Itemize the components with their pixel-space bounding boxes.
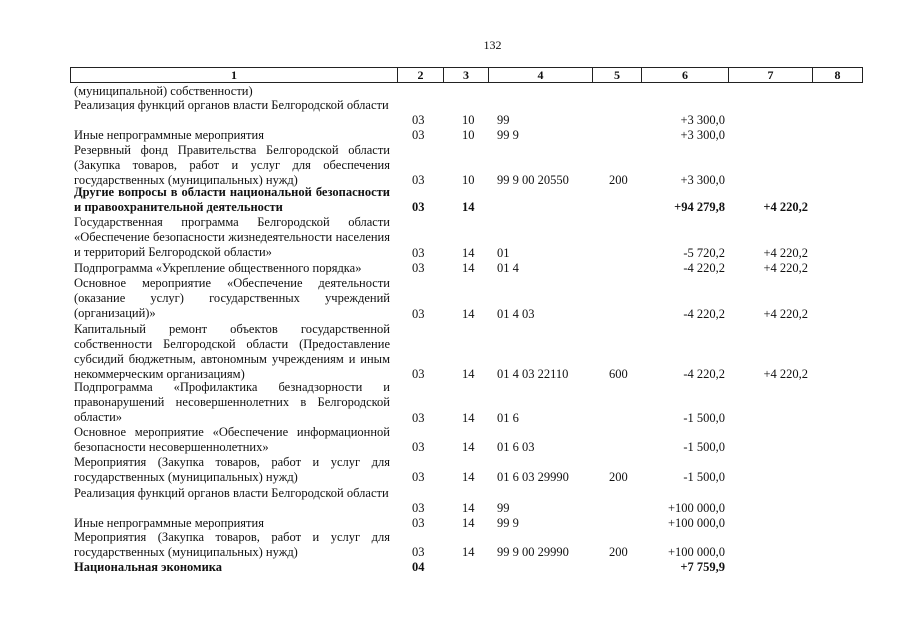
header-col-7: 7: [729, 68, 813, 82]
row-pr: 14: [462, 545, 475, 559]
row-sum-6: -5 720,2: [683, 246, 725, 260]
header-col-4: 4: [489, 68, 593, 82]
row-pr: 10: [462, 173, 475, 187]
header-col-5: 5: [593, 68, 642, 82]
row-name: Основное мероприятие «Обеспечение информационной безопасности несовершеннолетних»: [74, 425, 390, 454]
row-pr: 14: [462, 516, 475, 530]
table-row: [0, 276, 905, 322]
page-number: 132: [483, 38, 502, 52]
row-cs: 01: [497, 246, 510, 260]
row-vr: 600: [609, 367, 628, 381]
row-rz: 03: [412, 516, 425, 530]
header-col-3: 3: [444, 68, 489, 82]
row-cs: 01 4 03: [497, 307, 535, 321]
row-sum-6: +100 000,0: [667, 516, 725, 530]
table-row: [0, 185, 905, 215]
row-pr: 10: [462, 113, 475, 127]
row-pr: 10: [462, 128, 475, 142]
row-name: Другие вопросы в области национальной безопасности и правоохранительной деятельности: [74, 185, 390, 214]
row-name: Иные непрограммные мероприятия: [74, 128, 264, 142]
table-row: [0, 530, 905, 560]
row-cs: 99 9 00 29990: [497, 545, 569, 559]
row-name: Реализация функций органов власти Белгородской области: [74, 486, 389, 500]
row-cs: 99 9: [497, 516, 519, 530]
row-sum-7: +4 220,2: [763, 307, 808, 321]
row-vr: 200: [609, 470, 628, 484]
table-row: [0, 425, 905, 455]
row-sum-6: -4 220,2: [683, 261, 725, 275]
table-header: [70, 67, 863, 83]
row-vr: 200: [609, 173, 628, 187]
row-cs: 01 6 03: [497, 440, 535, 454]
table-row: [0, 516, 905, 531]
row-sum-6: +94 279,8: [674, 200, 725, 214]
row-sum-6: +100 000,0: [667, 545, 725, 559]
table-row: [0, 261, 905, 276]
row-name: Мероприятия (Закупка товаров, работ и услуг для государственных (муниципальных) нужд): [74, 455, 390, 484]
row-name: Подпрограмма «Укрепление общественного порядка»: [74, 261, 362, 275]
row-rz: 03: [412, 307, 425, 321]
row-sum-6: -4 220,2: [683, 367, 725, 381]
row-sum-6: -4 220,2: [683, 307, 725, 321]
row-sum-7: +4 220,2: [763, 200, 808, 214]
row-name: Подпрограмма «Профилактика безнадзорности и правонарушений несовершеннолетних в Белгородской области»: [74, 380, 390, 424]
row-rz: 03: [412, 501, 425, 515]
row-name: Мероприятия (Закупка товаров, работ и услуг для государственных (муниципальных) нужд): [74, 530, 390, 559]
row-cs: 01 6 03 29990: [497, 470, 569, 484]
row-sum-6: +100 000,0: [667, 501, 725, 515]
header-col-1: 1: [71, 68, 398, 82]
row-rz: 03: [412, 261, 425, 275]
row-rz: 03: [412, 367, 425, 381]
table-row: [0, 143, 905, 188]
row-name: Капитальный ремонт объектов государственной собственности Белгородской области (Предоставление субсидий бюджетным, автономным учреждениям и иным некоммерческим организациям): [74, 322, 390, 381]
row-cs: 99 9: [497, 128, 519, 142]
row-pr: 14: [462, 246, 475, 260]
row-rz: 04: [412, 560, 425, 574]
row-sum-7: +4 220,2: [763, 261, 808, 275]
row-rz: 03: [412, 173, 425, 187]
row-sum-7: +4 220,2: [763, 367, 808, 381]
row-pr: 14: [462, 470, 475, 484]
header-col-2: 2: [398, 68, 444, 82]
row-pr: 14: [462, 501, 475, 515]
row-sum-6: +7 759,9: [680, 560, 725, 574]
header-col-6: 6: [642, 68, 729, 82]
row-sum-7: +4 220,2: [763, 246, 808, 260]
row-rz: 03: [412, 246, 425, 260]
row-cs: 99: [497, 113, 510, 127]
row-name: (муниципальной) собственности): [74, 84, 253, 98]
row-cs: 01 6: [497, 411, 519, 425]
row-rz: 03: [412, 440, 425, 454]
row-cs: 01 4 03 22110: [497, 367, 569, 381]
table-row: [0, 84, 905, 99]
row-rz: 03: [412, 200, 425, 214]
row-sum-6: +3 300,0: [680, 113, 725, 127]
row-pr: 14: [462, 440, 475, 454]
table-row: [0, 560, 905, 575]
row-rz: 03: [412, 113, 425, 127]
row-rz: 03: [412, 470, 425, 484]
row-pr: 14: [462, 367, 475, 381]
table-row: [0, 380, 905, 426]
row-pr: 14: [462, 411, 475, 425]
row-cs: 99 9 00 20550: [497, 173, 569, 187]
row-rz: 03: [412, 411, 425, 425]
row-cs: 99: [497, 501, 510, 515]
row-cs: 01 4: [497, 261, 519, 275]
table-row: [0, 486, 905, 516]
table-row: [0, 455, 905, 485]
table-row: [0, 215, 905, 261]
row-name: Иные непрограммные мероприятия: [74, 516, 264, 530]
row-pr: 14: [462, 200, 475, 214]
row-vr: 200: [609, 545, 628, 559]
table-row: [0, 322, 905, 382]
row-name: Государственная программа Белгородской области «Обеспечение безопасности жизнедеятельности населения и территорий Белгородской области»: [74, 215, 390, 259]
row-pr: 14: [462, 307, 475, 321]
row-name: Резервный фонд Правительства Белгородской области (Закупка товаров, работ и услуг для обеспечения государственных (муниципальных) нужд): [74, 143, 390, 187]
row-name: Реализация функций органов власти Белгородской области: [74, 98, 389, 112]
header-col-8: 8: [834, 68, 841, 82]
table-row: [0, 128, 905, 143]
row-sum-6: -1 500,0: [683, 411, 725, 425]
row-rz: 03: [412, 545, 425, 559]
row-pr: 14: [462, 261, 475, 275]
row-sum-6: -1 500,0: [683, 440, 725, 454]
row-name: Основное мероприятие «Обеспечение деятельности (оказание услуг) государственных учреждений (организаций)»: [74, 276, 390, 320]
row-sum-6: +3 300,0: [680, 128, 725, 142]
row-sum-6: -1 500,0: [683, 470, 725, 484]
row-sum-6: +3 300,0: [680, 173, 725, 187]
row-rz: 03: [412, 128, 425, 142]
table-row: [0, 98, 905, 128]
row-name: Национальная экономика: [74, 560, 223, 574]
